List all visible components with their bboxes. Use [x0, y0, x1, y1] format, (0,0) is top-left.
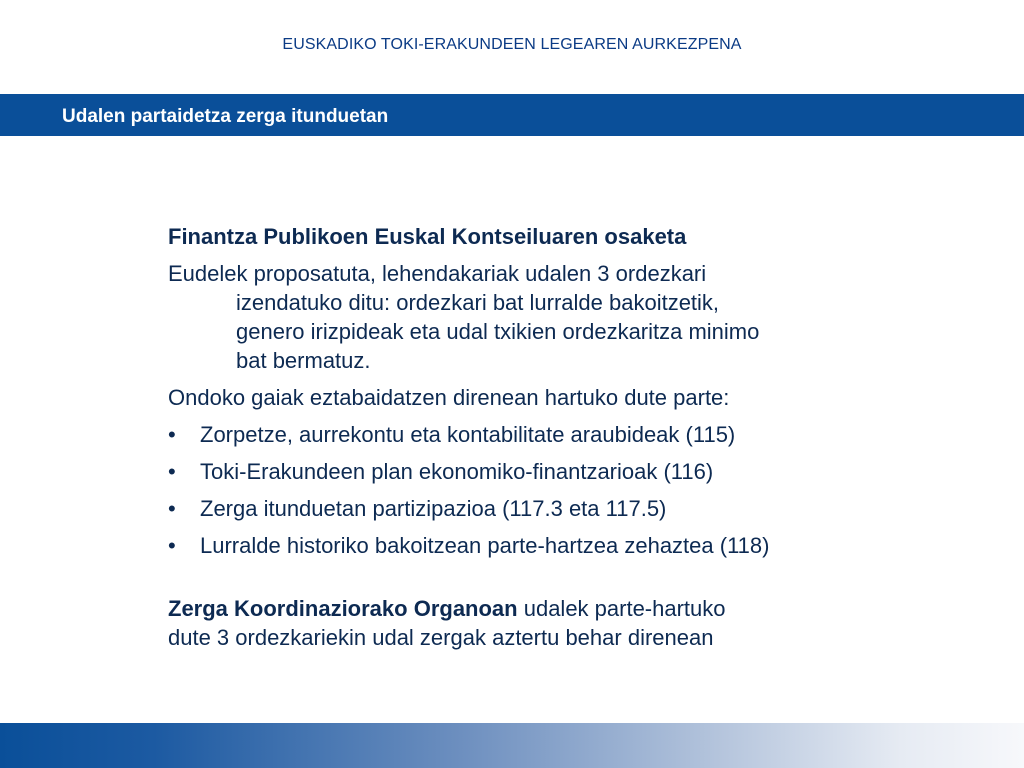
bullet-icon: • — [168, 459, 176, 484]
section-heading: Finantza Publikoen Euskal Kontseiluaren osaketa — [168, 224, 687, 249]
paragraph-coordination — [168, 594, 888, 652]
list-item-text: Lurralde historiko bakoitzean parte-hartzea zehaztea (118) — [200, 533, 770, 558]
topics-list — [168, 420, 888, 560]
list-item-text: Zerga itunduetan partizipazioa (117.3 eta 117.5) — [200, 496, 667, 521]
paragraph-line: izendatuko ditu: ordezkari bat lurralde bakoitzetik, — [236, 290, 720, 315]
closing-line: dute 3 ordezkariekin udal zergak aztertu behar direnean — [168, 625, 714, 650]
organ-name: Zerga Koordinaziorako Organoan — [168, 596, 518, 621]
footer-gradient-bar — [0, 723, 1024, 768]
spacer — [168, 568, 888, 594]
slide-content — [168, 222, 888, 652]
slide-header: EUSKADIKO TOKI-ERAKUNDEEN LEGEAREN AURKEZPENA — [282, 36, 742, 53]
bullet-icon: • — [168, 496, 176, 521]
paragraph-line: Eudelek proposatuta, lehendakariak udalen 3 ordezkari — [168, 261, 707, 286]
bullet-icon: • — [168, 533, 176, 558]
list-item — [168, 457, 888, 486]
title-band — [0, 94, 1024, 136]
paragraph-representatives — [168, 259, 888, 375]
list-item-text: Zorpetze, aurrekontu eta kontabilitate araubideak (115) — [200, 422, 736, 447]
list-item — [168, 531, 888, 560]
closing-text: udalek parte-hartuko — [517, 596, 726, 621]
paragraph-line: bat bermatuz. — [236, 348, 371, 373]
paragraph-topics-intro: Ondoko gaiak eztabaidatzen direnean hartuko dute parte: — [168, 385, 730, 410]
closing-line — [168, 594, 888, 623]
bullet-icon: • — [168, 422, 176, 447]
slide-title: Udalen partaidetza zerga itunduetan — [62, 106, 389, 127]
list-item-text: Toki-Erakundeen plan ekonomiko-finantzarioak (116) — [200, 459, 714, 484]
list-item — [168, 420, 888, 449]
paragraph-line: genero irizpideak eta udal txikien ordezkaritza minimo — [236, 319, 760, 344]
list-item — [168, 494, 888, 523]
